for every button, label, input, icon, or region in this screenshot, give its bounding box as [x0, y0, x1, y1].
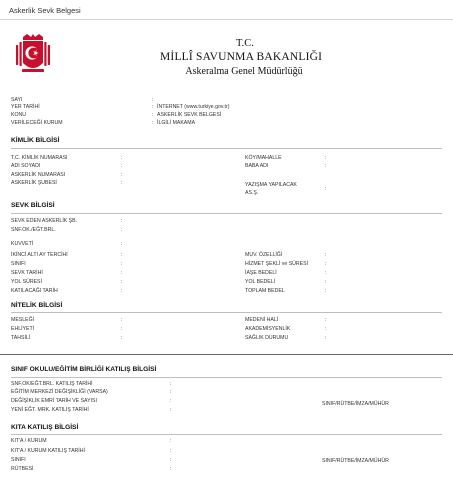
field-colon: :	[170, 381, 172, 387]
header-ministry: MİLLÎ SAVUNMA BAKANLIĞI	[160, 51, 323, 63]
meta-label-sayi: SAYI	[11, 97, 23, 103]
tab-bar	[0, 0, 453, 20]
header-tc: T.C.	[236, 38, 254, 49]
field-label: TOPLAM BEDEL	[245, 288, 285, 294]
field-label: KIT'A / KURUM	[11, 438, 47, 444]
header-directorate: Askeralma Genel Müdürlüğü	[185, 66, 303, 77]
field-label: ASKERLİK NUMARASI	[11, 172, 66, 178]
field-label: ASKERLİK ŞUBESİ	[11, 180, 57, 186]
field-label: EHLİYETİ	[11, 326, 35, 332]
field-colon: :	[121, 163, 123, 169]
field-colon: :	[325, 317, 327, 323]
meta-colon: :	[152, 120, 154, 126]
field-colon: :	[325, 288, 327, 294]
meta-value-yer-tarihi: İNTERNET (www.turkiye.gov.tr)	[157, 104, 230, 110]
field-colon: :	[170, 407, 172, 413]
field-colon: :	[121, 317, 123, 323]
field-label: SAĞLIK DURUMU	[245, 335, 289, 341]
field-colon: :	[325, 252, 327, 258]
field-colon: :	[325, 335, 327, 341]
meta-label-kurum: VERİLECEĞİ KURUM	[11, 120, 63, 126]
meta-label-yer-tarihi: YER TARİHİ	[11, 104, 40, 110]
field-label: İAŞE BEDELİ	[245, 270, 277, 276]
field-colon: :	[325, 186, 327, 192]
meta-value-kurum: İLGİLİ MAKAMA	[157, 120, 196, 126]
field-label: T.C. KİMLİK NUMARASI	[11, 155, 68, 161]
tab-title[interactable]: Askerlik Sevk Belgesi	[9, 6, 81, 15]
field-label: YOL SÜRESİ	[11, 279, 42, 285]
field-colon: :	[170, 389, 172, 395]
section-title-kita: KITA KATILIŞ BİLGİSİ	[11, 424, 79, 431]
meta-colon: :	[152, 112, 154, 118]
field-label: MEDENİ HALİ	[245, 317, 279, 323]
field-label: SNF.OK./EĞT.BRL.	[11, 227, 56, 233]
field-label: AKADEMİSYENLİK	[245, 326, 291, 332]
meta-colon: :	[152, 97, 154, 103]
field-label: TAHSİLİ	[11, 335, 31, 341]
meta-label-konu: KONU	[11, 112, 26, 118]
field-colon: :	[170, 457, 172, 463]
section-divider	[11, 148, 442, 149]
signature-label: SINIF/RÜTBE/İMZA/MÜHÜR	[322, 458, 389, 464]
field-label: SEVK TARİHİ	[11, 270, 43, 276]
field-label: SINIFI	[11, 457, 26, 463]
section-title-nitelik: NİTELİK BİLGİSİ	[11, 302, 63, 309]
field-label: KÖY/MAHALLE	[245, 155, 282, 161]
field-colon: :	[121, 155, 123, 161]
field-colon: :	[325, 163, 327, 169]
field-colon: :	[325, 326, 327, 332]
field-label: BABA ADI	[245, 163, 269, 169]
field-label: EĞİTİM MERKEZİ DEĞİŞİKLİĞİ (VARSA)	[11, 389, 108, 395]
field-colon: :	[325, 270, 327, 276]
section-divider	[11, 213, 442, 214]
field-label: YOL BEDELİ	[245, 279, 276, 285]
section-title-sevk: SEVK BİLGİSİ	[11, 202, 55, 209]
field-colon: :	[121, 180, 123, 186]
field-colon: :	[121, 241, 123, 247]
section-title-kimlik: KİMLİK BİLGİSİ	[11, 137, 60, 144]
section-divider	[11, 377, 442, 378]
field-colon: :	[170, 448, 172, 454]
field-colon: :	[121, 335, 123, 341]
field-colon: :	[121, 227, 123, 233]
field-label: İKİNCİ ALTI AY TERCİHİ	[11, 252, 68, 258]
field-colon: :	[121, 326, 123, 332]
field-label: KIT'A / KURUM KATILIŞ TARİHİ	[11, 448, 85, 454]
field-colon: :	[170, 438, 172, 444]
field-colon: :	[121, 261, 123, 267]
field-label: HİZMET ŞEKLİ ve SÜRESİ	[245, 261, 309, 267]
section-title-sinif: SINIF OKULU/EĞİTİM BİRLİĞİ KATILIŞ BİLGİSİ	[11, 366, 157, 373]
field-colon: :	[325, 155, 327, 161]
field-label: KATILACAĞI TARİH	[11, 288, 58, 294]
field-label: SINIFI	[11, 261, 26, 267]
ministry-emblem-icon	[13, 33, 53, 76]
field-colon: :	[170, 466, 172, 472]
field-label: DEĞİŞİKLİK EMRİ TARİH VE SAYISI	[11, 398, 97, 404]
section-divider	[11, 312, 442, 313]
field-label: MUV. ÖZELLİĞİ	[245, 252, 283, 258]
field-colon: :	[121, 270, 123, 276]
meta-value-konu: ASKERLİK SEVK BELGESİ	[157, 112, 222, 118]
section-divider	[11, 434, 442, 435]
field-colon: :	[121, 288, 123, 294]
field-colon: :	[325, 261, 327, 267]
field-colon: :	[325, 279, 327, 285]
field-label: AS.Ş.	[245, 190, 259, 196]
field-label: SNF.OK/EĞT.BRL. KATILIŞ TARİHİ	[11, 381, 93, 387]
field-label: ADI SOYADI	[11, 163, 41, 169]
meta-colon: :	[152, 104, 154, 110]
field-colon: :	[121, 252, 123, 258]
field-label: YENİ EĞT. MRK. KATILIŞ TARİHİ	[11, 407, 89, 413]
field-label: MESLEĞİ	[11, 317, 35, 323]
field-label: YAZIŞMA YAPILACAK	[245, 182, 297, 188]
field-label: RÜTBESİ	[11, 466, 34, 472]
page-divider	[0, 354, 453, 355]
signature-label: SINIF/RÜTBE/İMZA/MÜHÜR	[322, 401, 389, 407]
field-label: SEVK EDEN ASKERLİK ŞB.	[11, 218, 78, 224]
field-colon: :	[170, 398, 172, 404]
tab-divider	[0, 19, 453, 20]
field-colon: :	[121, 279, 123, 285]
field-colon: :	[121, 218, 123, 224]
field-label: KUVVETİ	[11, 241, 34, 247]
field-colon: :	[121, 172, 123, 178]
